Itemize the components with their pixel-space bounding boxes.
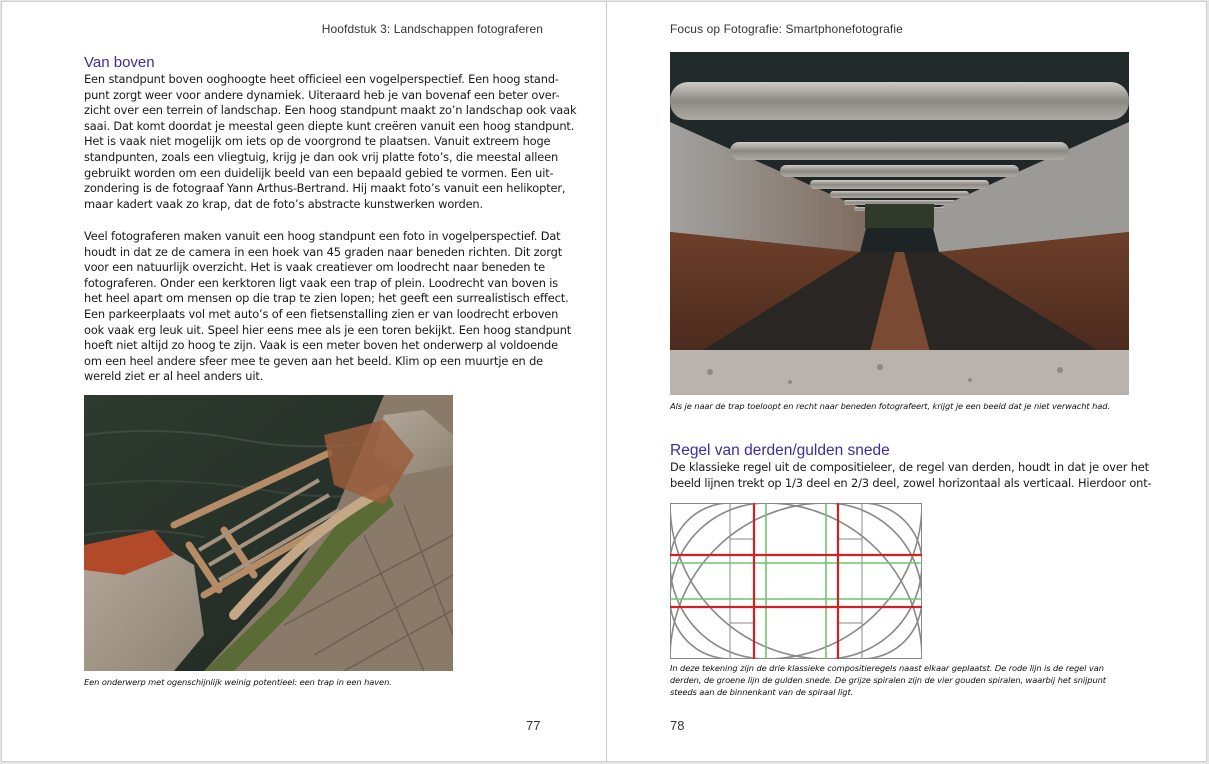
diagram-caption: In deze tekening zijn de drie klassieke compositieregels naast elkaar geplaatst. De rode lijn is de regel van derden, de groene lijn de gulden snede. De grijze spiralen zijn de vier gouden spiralen, waarbij het snijpunt steeds aan de binnenkant van de spiraal ligt. [670,663,1106,698]
page-number: 78 [670,718,685,733]
running-head: Focus op Fotografie: Smartphonefotografie [670,22,903,36]
page-number: 77 [526,718,541,733]
harbour-ladder-photo [84,395,453,671]
composition-rules-diagram [670,503,922,659]
paragraph-1: Een standpunt boven ooghoogte heet officieel een vogelperspectief. Een hoog stand- punt zorgt weer voor andere dynamiek. Uiteraard heb je van bovenaf een beter over- zicht over een terrein of landschap. Een hoog standpunt maakt zo’n landschap ook vaak saai. Dat komt doordat je meestal geen diepte kunt creëren vanuit een hoog standpunt. Het is vaak niet mogelijk om iets op de voorgrond te plaatsen. Vanuit extreem hoge standpunten, zoals een vliegtuig, krijg je dan ook vrij platte foto’s, die meestal alleen gebruikt worden om een duidelijk beeld van een bepaald gebied te vormen. Een uit- zondering is de fotograaf Yann Arthus-Bertrand. Hij maakt foto’s vanuit een helikopter, maar kadert vaak zo krap, dat de foto’s abstracte kunstwerken worden. [84,72,577,211]
section-heading: Regel van derden/gulden snede [670,442,890,459]
ladder-top-down-photo [670,52,1129,395]
photo-caption: Als je naar de trap toeloopt en recht naar beneden fotografeert, krijgt je een beeld dat je niet verwacht had. [670,401,1110,411]
section-heading: Van boven [84,54,155,71]
paragraph-1: De klassieke regel uit de compositieleer, de regel van derden, houdt in dat je over het beeld lijnen trekt op 1/3 deel en 2/3 deel, zowel horizontaal als verticaal. Hierdoor ont- [670,460,1152,490]
left-page [2,2,606,761]
paragraph-2: Veel fotograferen maken vanuit een hoog standpunt een foto in vogelperspectief. Dat houdt in dat ze de camera in een hoek van 45 graden naar beneden richten. Dit zorgt voor een natuurlijk overzicht. Het is vaak creatiever om loodrecht naar beneden te fotograferen. Onder een kerktoren ligt vaak een trap of plein. Loodrecht van boven is het heel apart om mensen op die trap te zien lopen; het geeft een surrealistisch effect. Een parkeerplaats vol met auto’s of een fietsenstalling zien er van loodrecht erboven ook vaak erg leuk uit. Speel hier eens mee als je een toren bekijkt. Een hoog standpunt hoeft niet altijd zo hoog te zijn. Vaak is een meter boven het onderwerp al voldoende om een heel andere sfeer mee te geven aan het beeld. Klim op een muurtje en de wereld ziet er al heel anders uit. [84,229,572,384]
right-page [607,2,1209,761]
running-head: Hoofdstuk 3: Landschappen fotograferen [321,22,543,36]
book-spread [1,1,1207,762]
photo-caption: Een onderwerp met ogenschijnlijk weinig potentieel: een trap in een haven. [84,677,392,687]
